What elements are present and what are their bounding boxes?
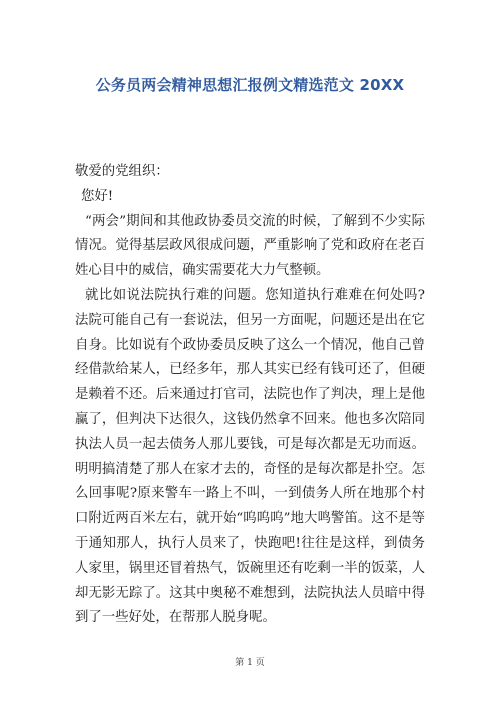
greeting: 您好!: [81, 188, 114, 204]
paragraph: “两会”期间和其他政协委员交流的时候，了解到不少实际情况。觉得基层政风很成问题，严重影响了党和政府在老百姓心目中的威信，确实需要花大力气整顿。: [75, 213, 425, 279]
salutation: 敬爱的党组织：: [75, 164, 169, 179]
page-number: 第 1 页: [235, 658, 265, 668]
document-title: 公务员两会精神思想汇报例文精选范文 20XX: [95, 76, 405, 94]
paragraph: 就比如说法院执行难的问题。您知道执行难难在何处吗?法院可能自己有一套说法，但另一方面呢，问题还是出在它自身。比如说有个政协委员反映了这么一个情况，他自己曾经借款给某人，已经多年，那人其实已经有钱可还了，但硬是赖着不还。后来通过打官司，法院也作了判决，理上是他赢了，但判决下达很久，这钱仍然拿不回来。他也多次陪同执法人员一起去债务人那儿要钱，可是每次都是无功而返。明明搞清楚了那人在家才去的，奇怪的是每次都是扑空。怎么回事呢?原来警车一路上不叫，一到债务人所在地那个村口附近两百米左右，就开始“呜呜呜”地大鸣警笛。这不是等于通知那人，执行人员来了，快跑吧!往往是这样，到债务人家里，锅里还冒着热气，饭碗里还有吃剩一半的饭菜，人却无影无踪了。这其中奥秘不难想到，法院执法人员暗中得到了一些好处，在帮那人脱身呢。: [75, 287, 425, 626]
document-body: [75, 160, 425, 631]
